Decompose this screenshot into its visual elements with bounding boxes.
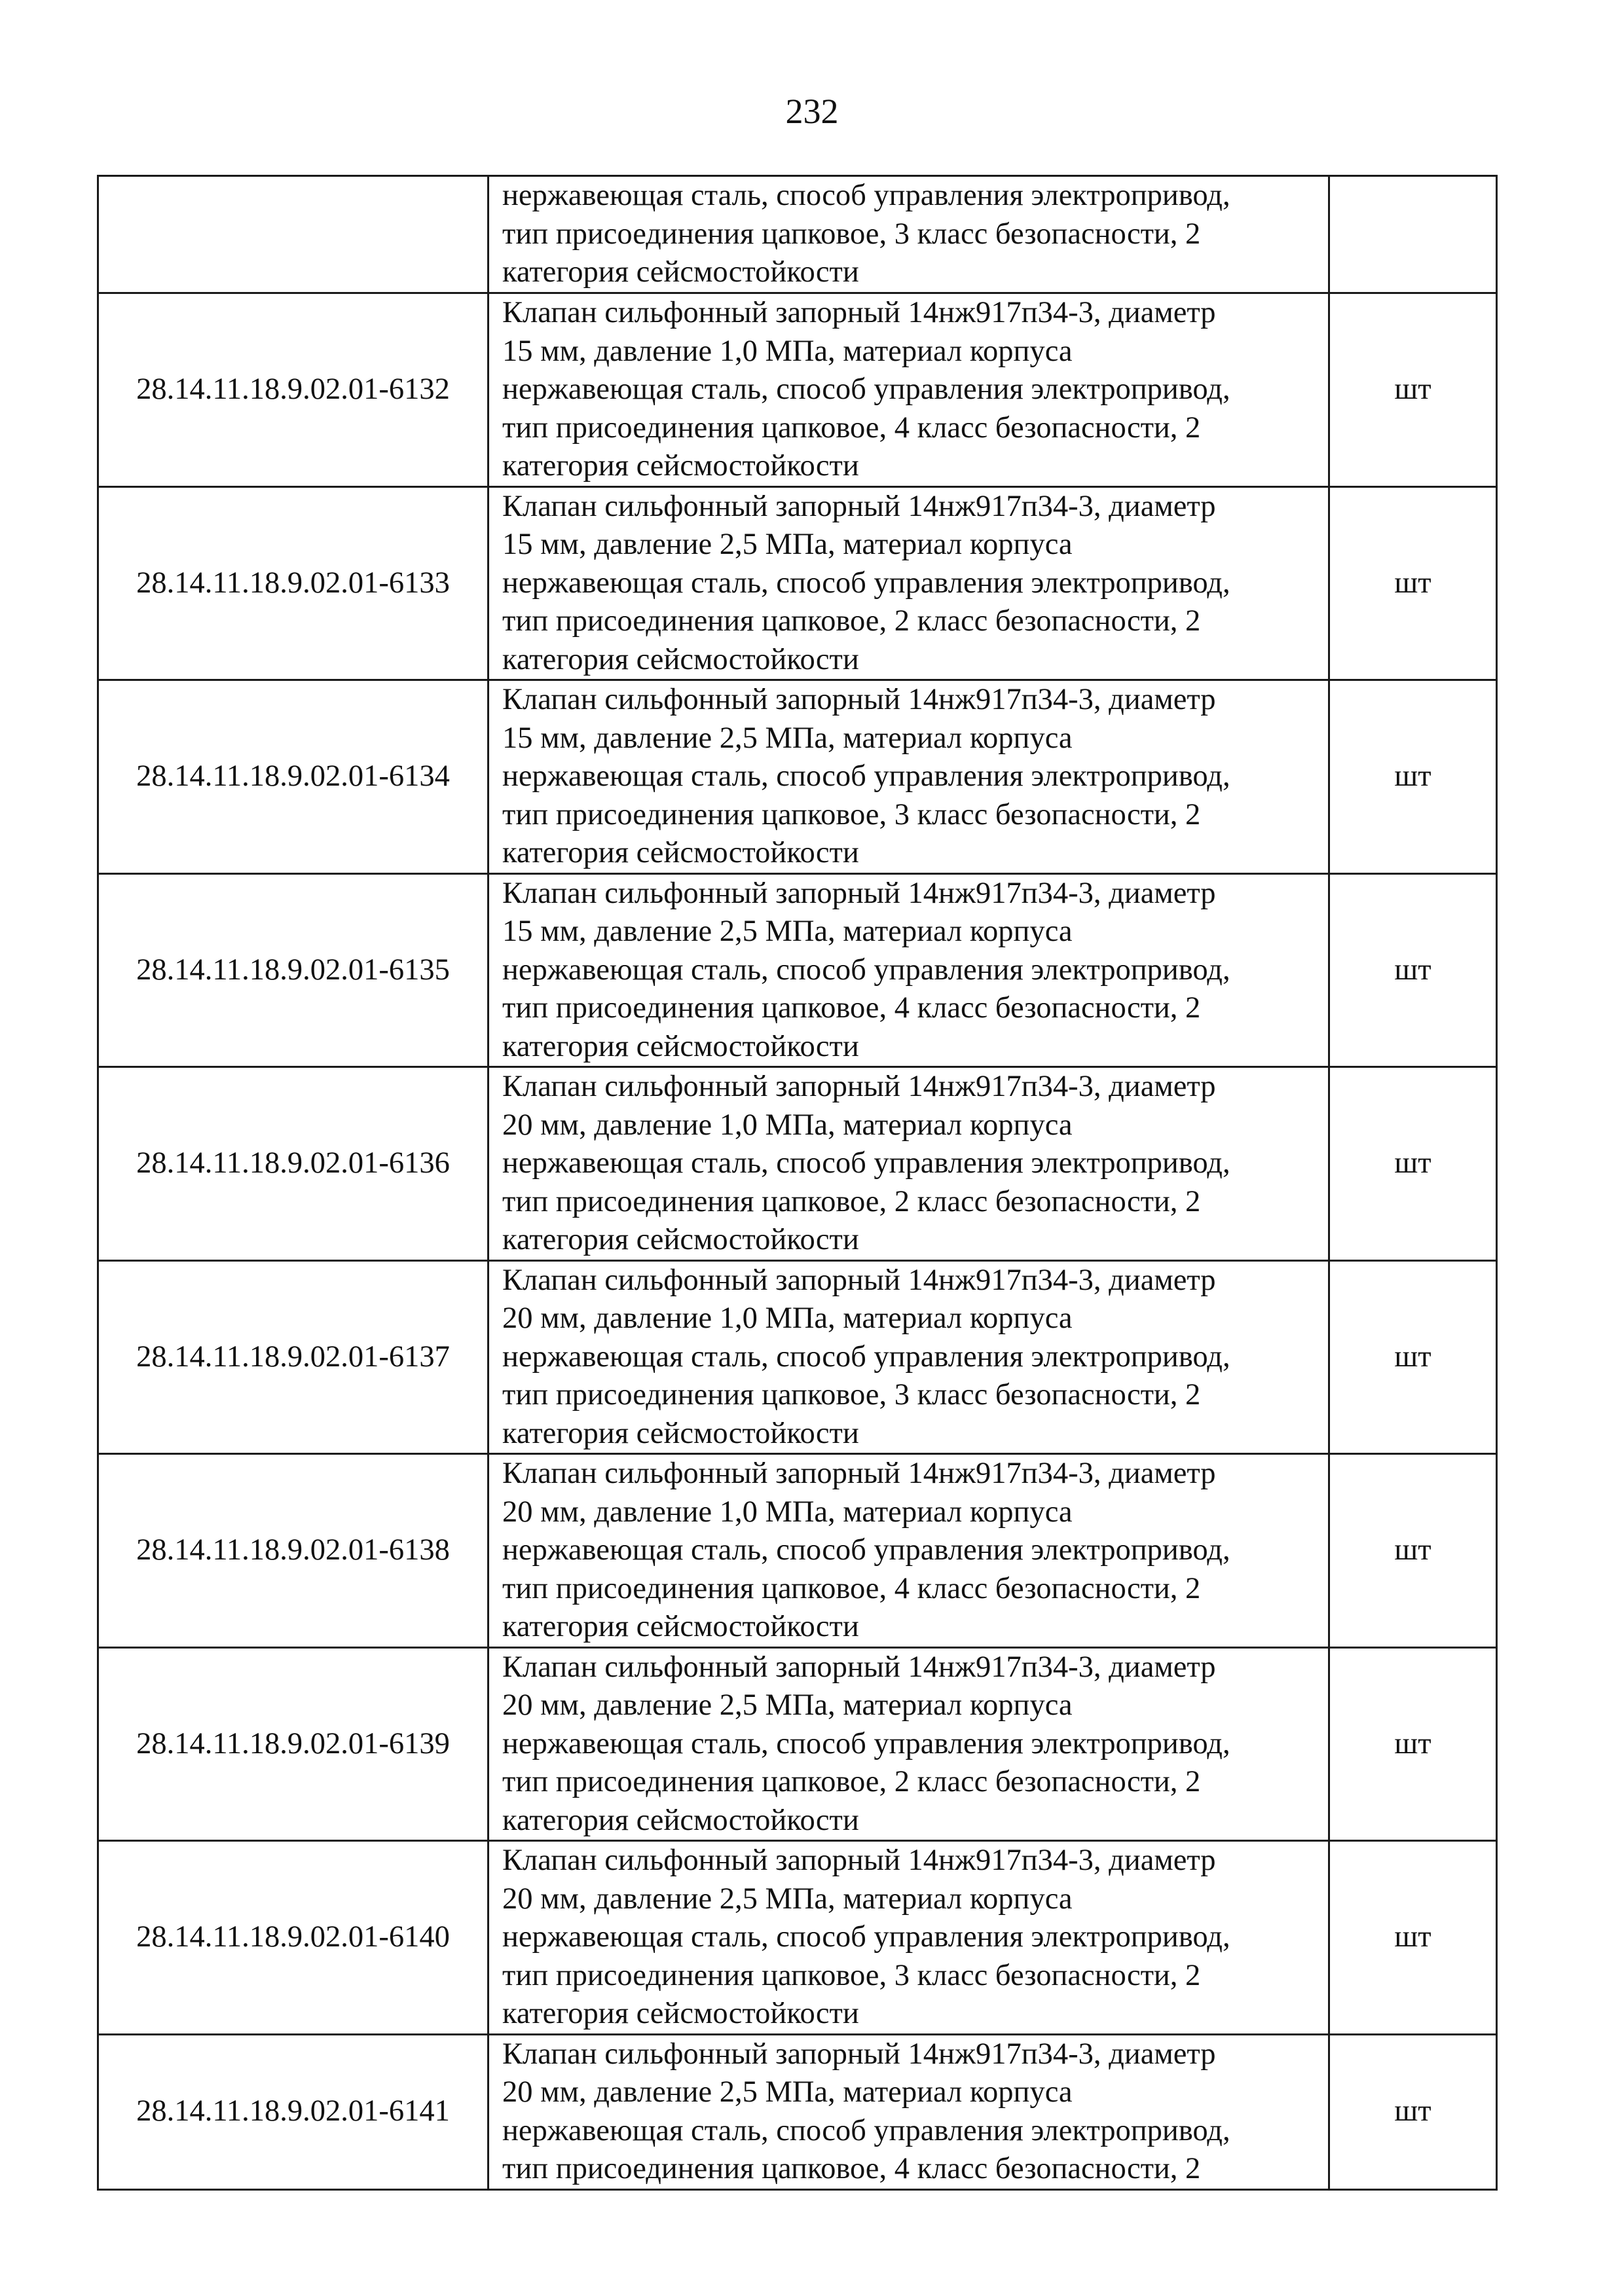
- table-row: [98, 1841, 1497, 2035]
- resource-code: 28.14.11.18.9.02.01-6137: [98, 1260, 489, 1454]
- description-line: нержавеющая сталь, способ управления электропривод,: [502, 1726, 1230, 1760]
- description-line: категория сейсмостойкости: [502, 1610, 859, 1643]
- description-line: тип присоединения цапковое, 3 класс безопасности, 2: [502, 1378, 1201, 1412]
- description-line: тип присоединения цапковое, 2 класс безопасности, 2: [502, 1184, 1201, 1218]
- resource-description: [489, 1647, 1329, 1841]
- table-row: [98, 1260, 1497, 1454]
- unit-of-measure: шт: [1329, 486, 1497, 680]
- description-line: Клапан сильфонный запорный 14нж917п34-3, диаметр: [502, 296, 1216, 329]
- resource-description: [489, 293, 1329, 487]
- description-line: 15 мм, давление 2,5 МПа, материал корпуса: [502, 721, 1073, 755]
- resource-description: [489, 680, 1329, 874]
- table-row-continued: [98, 176, 1497, 293]
- resource-description: [489, 873, 1329, 1067]
- unit-of-measure: шт: [1329, 1841, 1497, 2035]
- description-line: 15 мм, давление 1,0 МПа, материал корпуса: [502, 334, 1073, 368]
- table-row: [98, 1454, 1497, 1648]
- description-line: тип присоединения цапковое, 4 класс безопасности, 2: [502, 991, 1201, 1025]
- description-line: тип присоединения цапковое, 3 класс безопасности, 2: [502, 217, 1201, 251]
- resource-code: [98, 176, 489, 293]
- resource-description: [489, 486, 1329, 680]
- description-line: тип присоединения цапковое, 2 класс безопасности, 2: [502, 604, 1201, 638]
- description-line: категория сейсмостойкости: [502, 1997, 859, 2030]
- unit-of-measure: шт: [1329, 1647, 1497, 1841]
- description-line: тип присоединения цапковое, 2 класс безопасности, 2: [502, 1765, 1201, 1798]
- description-line: категория сейсмостойкости: [502, 1029, 859, 1063]
- table-row: [98, 486, 1497, 680]
- unit-of-measure: шт: [1329, 293, 1497, 487]
- description-line: нержавеющая сталь, способ управления электропривод,: [502, 1339, 1230, 1374]
- unit-of-measure: шт: [1329, 1454, 1497, 1648]
- unit-of-measure: шт: [1329, 2034, 1497, 2189]
- resource-description: [489, 1260, 1329, 1454]
- unit-of-measure: шт: [1329, 873, 1497, 1067]
- description-line: 15 мм, давление 2,5 МПа, материал корпуса: [502, 915, 1073, 948]
- resource-description: [489, 176, 1329, 293]
- description-line: нержавеющая сталь, способ управления электропривод,: [502, 953, 1230, 987]
- resource-code: 28.14.11.18.9.02.01-6134: [98, 680, 489, 874]
- description-line: нержавеющая сталь, способ управления электропривод,: [502, 373, 1230, 406]
- description-line: Клапан сильфонный запорный 14нж917п34-3, диаметр: [502, 876, 1216, 910]
- unit-of-measure: шт: [1329, 1260, 1497, 1454]
- table-row: [98, 1067, 1497, 1261]
- description-line: категория сейсмостойкости: [502, 255, 859, 289]
- description-line: тип присоединения цапковое, 4 класс безопасности, 2: [502, 2152, 1201, 2185]
- resource-code: 28.14.11.18.9.02.01-6139: [98, 1647, 489, 1841]
- description-line: Клапан сильфонный запорный 14нж917п34-3, диаметр: [502, 1263, 1216, 1297]
- description-line: нержавеющая сталь, способ управления электропривод,: [502, 566, 1230, 600]
- description-line: 20 мм, давление 2,5 МПа, материал корпуса: [502, 2075, 1073, 2109]
- resource-description: [489, 1067, 1329, 1261]
- resource-code: 28.14.11.18.9.02.01-6140: [98, 1841, 489, 2035]
- resource-table: [97, 175, 1498, 2191]
- description-line: категория сейсмостойкости: [502, 1803, 859, 1837]
- table-row: [98, 2034, 1497, 2189]
- description-line: нержавеющая сталь, способ управления электропривод,: [502, 2113, 1230, 2147]
- resource-code: 28.14.11.18.9.02.01-6133: [98, 486, 489, 680]
- description-line: 20 мм, давление 1,0 МПа, материал корпуса: [502, 1108, 1073, 1142]
- description-line: Клапан сильфонный запорный 14нж917п34-3, диаметр: [502, 1070, 1216, 1103]
- description-line: 20 мм, давление 2,5 МПа, материал корпуса: [502, 1688, 1073, 1722]
- description-line: категория сейсмостойкости: [502, 449, 859, 483]
- resource-description: [489, 1841, 1329, 2035]
- table-row: [98, 873, 1497, 1067]
- description-line: нержавеющая сталь, способ управления электропривод,: [502, 1533, 1230, 1567]
- description-line: тип присоединения цапковое, 3 класс безопасности, 2: [502, 1958, 1201, 1992]
- description-line: 15 мм, давление 2,5 МПа, материал корпуса: [502, 528, 1073, 561]
- description-line: тип присоединения цапковое, 4 класс безопасности, 2: [502, 1571, 1201, 1605]
- description-line: 20 мм, давление 1,0 МПа, материал корпуса: [502, 1495, 1073, 1529]
- unit-of-measure: [1329, 176, 1497, 293]
- description-line: Клапан сильфонный запорный 14нж917п34-3, диаметр: [502, 2037, 1216, 2071]
- resource-code: 28.14.11.18.9.02.01-6138: [98, 1454, 489, 1648]
- description-line: Клапан сильфонный запорный 14нж917п34-3, диаметр: [502, 1650, 1216, 1684]
- description-line: Клапан сильфонный запорный 14нж917п34-3, диаметр: [502, 489, 1216, 523]
- description-line: Клапан сильфонный запорный 14нж917п34-3, диаметр: [502, 683, 1216, 716]
- description-line: Клапан сильфонный запорный 14нж917п34-3, диаметр: [502, 1844, 1216, 1877]
- description-line: нержавеющая сталь, способ управления электропривод,: [502, 759, 1230, 793]
- resource-description: [489, 1454, 1329, 1648]
- page-number: 232: [785, 92, 839, 131]
- resource-code: 28.14.11.18.9.02.01-6132: [98, 293, 489, 487]
- table-row: [98, 293, 1497, 487]
- resource-code: 28.14.11.18.9.02.01-6136: [98, 1067, 489, 1261]
- resource-code: 28.14.11.18.9.02.01-6135: [98, 873, 489, 1067]
- table-row: [98, 1647, 1497, 1841]
- description-line: 20 мм, давление 1,0 МПа, материал корпуса: [502, 1302, 1073, 1335]
- resource-table-body: [98, 176, 1497, 2190]
- table-row: [98, 680, 1497, 874]
- description-line: 20 мм, давление 2,5 МПа, материал корпуса: [502, 1882, 1073, 1916]
- unit-of-measure: шт: [1329, 680, 1497, 874]
- resource-code: 28.14.11.18.9.02.01-6141: [98, 2034, 489, 2189]
- description-line: нержавеющая сталь, способ управления электропривод,: [502, 1920, 1230, 1954]
- description-line: тип присоединения цапковое, 4 класс безопасности, 2: [502, 410, 1201, 445]
- description-line: категория сейсмостойкости: [502, 1223, 859, 1256]
- resource-description: [489, 2034, 1329, 2189]
- description-line: нержавеющая сталь, способ управления электропривод,: [502, 1146, 1230, 1180]
- description-line: категория сейсмостойкости: [502, 642, 859, 676]
- description-line: нержавеющая сталь, способ управления электропривод,: [502, 179, 1230, 213]
- description-line: категория сейсмостойкости: [502, 1416, 859, 1450]
- description-line: Клапан сильфонный запорный 14нж917п34-3, диаметр: [502, 1457, 1216, 1490]
- description-line: категория сейсмостойкости: [502, 836, 859, 869]
- unit-of-measure: шт: [1329, 1067, 1497, 1261]
- description-line: тип присоединения цапковое, 3 класс безопасности, 2: [502, 797, 1201, 831]
